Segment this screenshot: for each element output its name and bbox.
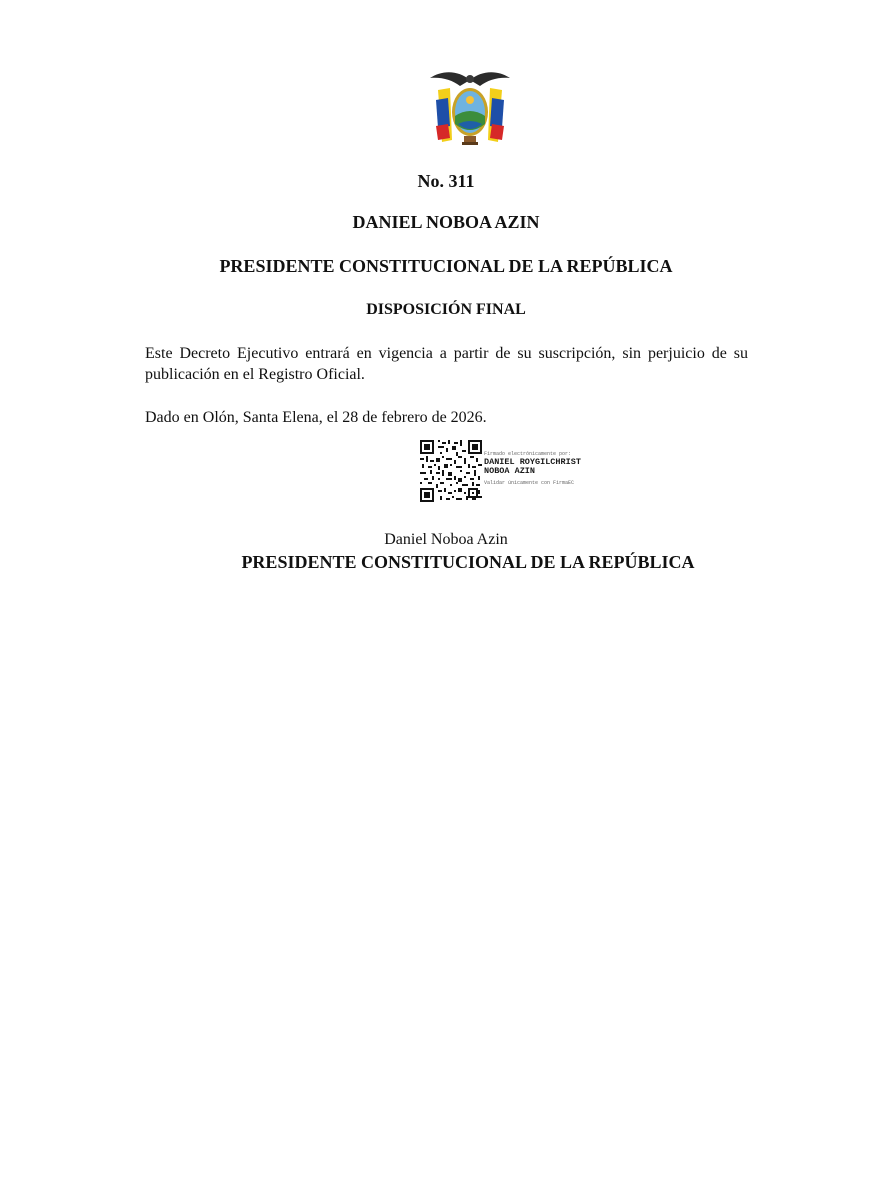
signature-name-line-1: DANIEL ROYGILCHRIST bbox=[484, 457, 581, 467]
section-heading: DISPOSICIÓN FINAL bbox=[366, 301, 526, 318]
electronic-signature bbox=[420, 440, 620, 506]
signature-caption: Firmado electrónicamente por: bbox=[484, 451, 572, 457]
signature-name-line-2: NOBOA AZIN bbox=[484, 466, 536, 476]
place-date-paragraph: Dado en Olón, Santa Elena, el 28 de febrero de 2026. bbox=[145, 409, 487, 426]
president-name-heading: DANIEL NOBOA AZIN bbox=[352, 212, 540, 232]
ecuador-coat-of-arms-icon bbox=[428, 66, 512, 150]
signature-validation-note: Validar únicamente con FirmaEC bbox=[484, 480, 575, 486]
decree-paragraph: Este Decreto Ejecutivo entrará en vigencia a partir de su suscripción, sin perjuicio de su publicación en el Registro Oficial. bbox=[145, 345, 748, 383]
signer-name: Daniel Noboa Azin bbox=[384, 531, 508, 548]
signer-title: PRESIDENTE CONSTITUCIONAL DE LA REPÚBLICA bbox=[241, 552, 695, 572]
decree-number: No. 311 bbox=[417, 171, 475, 191]
president-title-heading: PRESIDENTE CONSTITUCIONAL DE LA REPÚBLICA bbox=[219, 256, 673, 276]
qr-code-icon[interactable] bbox=[420, 440, 482, 502]
